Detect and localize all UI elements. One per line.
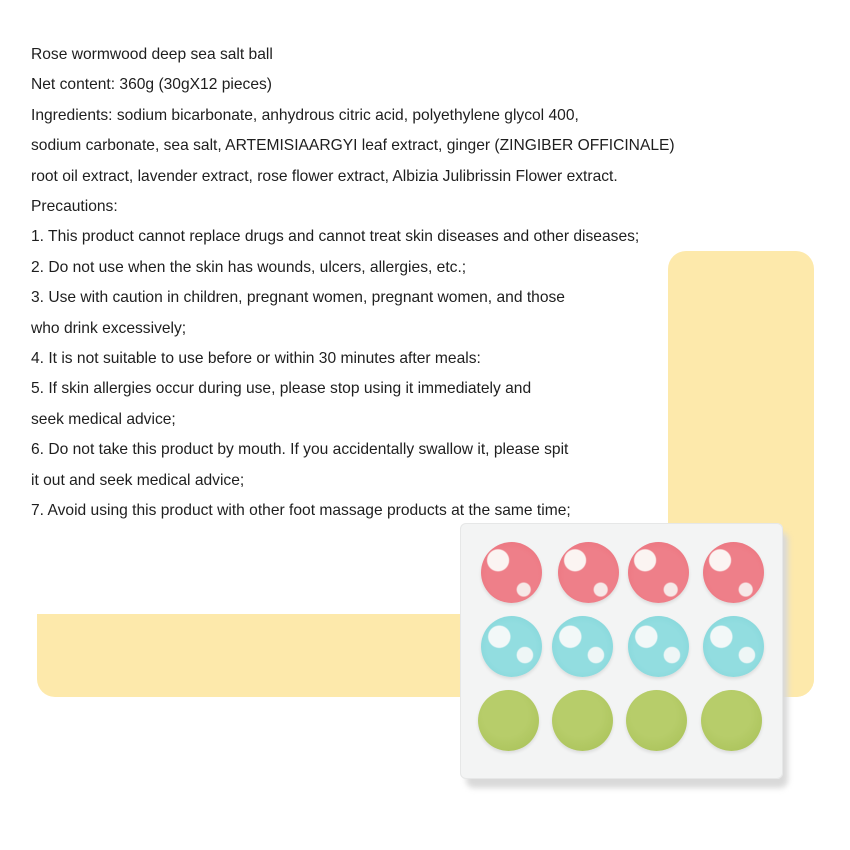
ingredients-line-1: Ingredients: sodium bicarbonate, anhydrous citric acid, polyethylene glycol 400, (31, 106, 579, 124)
salt-ball-pink (558, 542, 619, 603)
precaution-5: 5. If skin allergies occur during use, please stop using it immediately and (31, 380, 532, 398)
precaution-1: 1. This product cannot replace drugs and cannot treat skin diseases and other diseases; (31, 228, 640, 246)
salt-ball-green (478, 690, 539, 751)
precaution-6-cont: it out and seek medical advice; (31, 471, 245, 489)
salt-ball-blue (628, 616, 689, 677)
salt-ball-blue (552, 616, 613, 677)
product-title: Rose wormwood deep sea salt ball (31, 46, 273, 63)
salt-ball-green (701, 690, 762, 751)
precaution-5-cont: seek medical advice; (31, 410, 176, 428)
salt-ball-blue (703, 616, 764, 677)
precaution-3-cont: who drink excessively; (31, 319, 187, 337)
ingredients-line-3: root oil extract, lavender extract, rose flower extract, Albizia Julibrissin Flower extract. (31, 167, 618, 185)
net-content: Net content: 360g (30gX12 pieces) (31, 76, 272, 94)
salt-ball-pink (628, 542, 689, 603)
precaution-2: 2. Do not use when the skin has wounds, ulcers, allergies, etc.; (31, 258, 467, 276)
salt-ball-pink (703, 542, 764, 603)
precaution-7: 7. Avoid using this product with other foot massage products at the same time; (31, 502, 571, 520)
salt-ball-green (552, 690, 613, 751)
ingredients-line-2: sodium carbonate, sea salt, ARTEMISIAARGYI leaf extract, ginger (ZINGIBER OFFICINALE) (31, 137, 675, 155)
precautions-heading: Precautions: (31, 198, 118, 216)
salt-ball-blue (481, 616, 542, 677)
precaution-4: 4. It is not suitable to use before or within 30 minutes after meals: (31, 350, 481, 368)
product-tray-image (460, 523, 783, 779)
salt-ball-green (626, 690, 687, 751)
precaution-3: 3. Use with caution in children, pregnant women, pregnant women, and those (31, 289, 565, 307)
product-description (31, 40, 751, 527)
salt-ball-pink (481, 542, 542, 603)
precaution-6: 6. Do not take this product by mouth. If you accidentally swallow it, please spit (31, 441, 569, 459)
